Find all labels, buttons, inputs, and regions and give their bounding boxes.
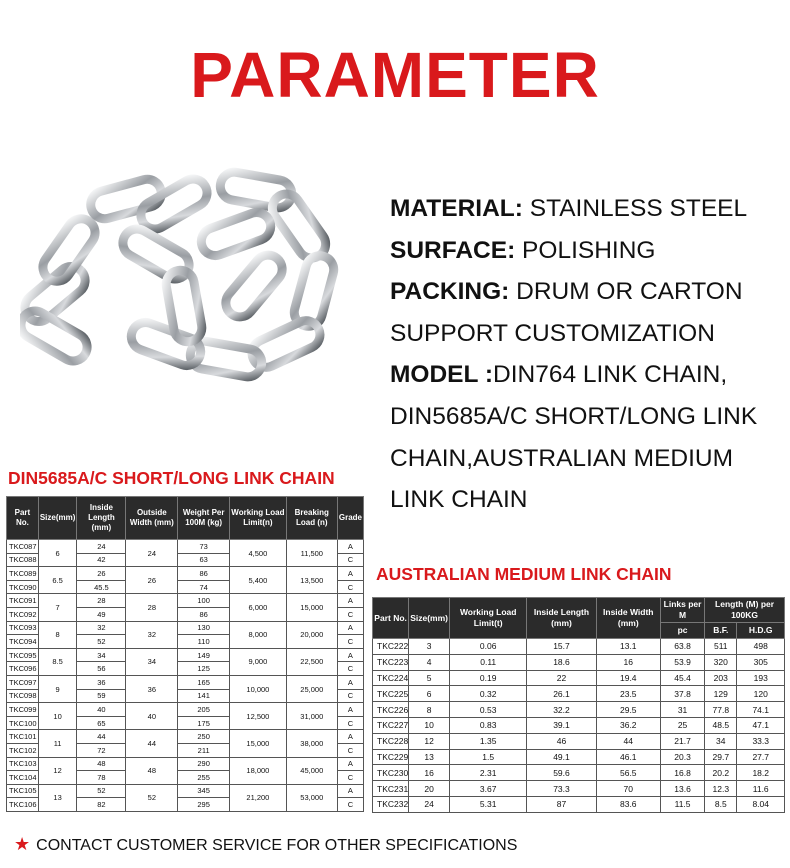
- outside-width-cell: 52: [126, 784, 178, 811]
- aus-table: [372, 597, 785, 813]
- inside-width-cell: 56.5: [596, 765, 661, 781]
- grade-cell: C: [337, 798, 363, 812]
- table-row: [373, 670, 785, 686]
- spec-list: [390, 188, 785, 521]
- size-cell: 5: [409, 670, 450, 686]
- inside-length-cell: 34: [77, 648, 126, 662]
- size-cell: 13: [38, 784, 77, 811]
- working-load-cell: 10,000: [230, 675, 287, 702]
- hdg-cell: 18.2: [737, 765, 785, 781]
- part-no-cell: TKC087: [7, 540, 39, 554]
- col-bf: B.F.: [705, 623, 737, 639]
- part-no-cell: TKC104: [7, 771, 39, 785]
- weight-cell: 125: [178, 662, 230, 676]
- grade-cell: A: [337, 621, 363, 635]
- breaking-load-cell: 11,500: [286, 540, 337, 567]
- part-no-cell: TKC093: [7, 621, 39, 635]
- grade-cell: C: [337, 662, 363, 676]
- grade-cell: C: [337, 771, 363, 785]
- links-per-m-cell: 20.3: [661, 749, 705, 765]
- working-load-cell: 2.31: [449, 765, 526, 781]
- material-line: MATERIAL: STAINLESS STEEL: [390, 195, 748, 222]
- outside-width-cell: 44: [126, 730, 178, 757]
- part-no-cell: TKC089: [7, 567, 39, 581]
- inside-width-cell: 83.6: [596, 796, 661, 812]
- inside-length-cell: 65: [77, 716, 126, 730]
- weight-cell: 255: [178, 771, 230, 785]
- inside-length-cell: 56: [77, 662, 126, 676]
- size-cell: 11: [38, 730, 77, 757]
- grade-cell: A: [337, 648, 363, 662]
- bf-cell: 320: [705, 654, 737, 670]
- size-cell: 8: [38, 621, 77, 648]
- outside-width-cell: 36: [126, 675, 178, 702]
- hdg-cell: 193: [737, 670, 785, 686]
- links-per-m-cell: 31: [661, 702, 705, 718]
- weight-cell: 86: [178, 567, 230, 581]
- part-no-cell: TKC096: [7, 662, 39, 676]
- inside-length-cell: 73.3: [527, 781, 596, 797]
- grade-cell: C: [337, 553, 363, 567]
- working-load-cell: 12,500: [230, 703, 287, 730]
- table-row: [373, 639, 785, 655]
- din-table-title: DIN5685A/C SHORT/LONG LINK CHAIN: [8, 468, 335, 488]
- working-load-cell: 21,200: [230, 784, 287, 811]
- links-per-m-cell: 53.9: [661, 654, 705, 670]
- size-cell: 10: [409, 717, 450, 733]
- model-line: MODEL :DIN764 LINK CHAIN,: [390, 361, 728, 389]
- table-row: [7, 730, 364, 744]
- aus-table-body: [373, 639, 785, 813]
- part-no-cell: TKC103: [7, 757, 39, 771]
- size-cell: 24: [409, 796, 450, 812]
- footer-text: CONTACT CUSTOMER SERVICE FOR OTHER SPECIFICATIONS: [36, 837, 518, 854]
- breaking-load-cell: 13,500: [286, 567, 337, 594]
- breaking-load-cell: 15,000: [286, 594, 337, 621]
- part-no-cell: TKC100: [7, 716, 39, 730]
- inside-length-cell: 24: [77, 540, 126, 554]
- hdg-cell: 47.1: [737, 717, 785, 733]
- bf-cell: 48.5: [705, 717, 737, 733]
- col-grade: Grade: [337, 497, 363, 540]
- breaking-load-cell: 53,000: [286, 784, 337, 811]
- bf-cell: 203: [705, 670, 737, 686]
- working-load-cell: 0.32: [449, 686, 526, 702]
- size-cell: 12: [409, 733, 450, 749]
- bf-cell: 34: [705, 733, 737, 749]
- part-no-cell: TKC228: [373, 733, 409, 749]
- inside-length-cell: 87: [527, 796, 596, 812]
- col-weight: Weight Per 100M (kg): [178, 497, 230, 540]
- outside-width-cell: 28: [126, 594, 178, 621]
- table-row: [373, 702, 785, 718]
- working-load-cell: 15,000: [230, 730, 287, 757]
- inside-length-cell: 26.1: [527, 686, 596, 702]
- footer-note: [14, 834, 517, 855]
- links-per-m-cell: 13.6: [661, 781, 705, 797]
- size-cell: 9: [38, 675, 77, 702]
- bf-cell: 129: [705, 686, 737, 702]
- table-row: [373, 654, 785, 670]
- weight-cell: 211: [178, 743, 230, 757]
- din-table-header: [7, 497, 364, 540]
- inside-length-cell: 49: [77, 607, 126, 621]
- inside-length-cell: 48: [77, 757, 126, 771]
- col-part-no: Part No.: [373, 598, 409, 639]
- size-cell: 16: [409, 765, 450, 781]
- table-row: [7, 703, 364, 717]
- weight-cell: 165: [178, 675, 230, 689]
- inside-width-cell: 70: [596, 781, 661, 797]
- table-row: [373, 686, 785, 702]
- weight-cell: 345: [178, 784, 230, 798]
- page-title: PARAMETER: [190, 39, 600, 111]
- grade-cell: C: [337, 635, 363, 649]
- breaking-load-cell: 38,000: [286, 730, 337, 757]
- inside-length-cell: 26: [77, 567, 126, 581]
- grade-cell: A: [337, 703, 363, 717]
- bf-cell: 29.7: [705, 749, 737, 765]
- working-load-cell: 0.11: [449, 654, 526, 670]
- part-no-cell: TKC232: [373, 796, 409, 812]
- weight-cell: 175: [178, 716, 230, 730]
- model-line-3: CHAIN,AUSTRALIAN MEDIUM: [390, 444, 734, 472]
- bf-cell: 511: [705, 639, 737, 655]
- working-load-cell: 3.67: [449, 781, 526, 797]
- breaking-load-cell: 20,000: [286, 621, 337, 648]
- part-no-cell: TKC097: [7, 675, 39, 689]
- inside-length-cell: 42: [77, 553, 126, 567]
- din-table-body: [7, 540, 364, 812]
- outside-width-cell: 32: [126, 621, 178, 648]
- inside-length-cell: 59.6: [527, 765, 596, 781]
- inside-length-cell: 32: [77, 621, 126, 635]
- working-load-cell: 1.5: [449, 749, 526, 765]
- working-load-cell: 0.53: [449, 702, 526, 718]
- table-row: [7, 784, 364, 798]
- inside-length-cell: 52: [77, 784, 126, 798]
- hdg-cell: 8.04: [737, 796, 785, 812]
- size-cell: 7: [38, 594, 77, 621]
- grade-cell: A: [337, 730, 363, 744]
- size-cell: 6: [409, 686, 450, 702]
- inside-length-cell: 18.6: [527, 654, 596, 670]
- part-no-cell: TKC230: [373, 765, 409, 781]
- weight-cell: 295: [178, 798, 230, 812]
- part-no-cell: TKC227: [373, 717, 409, 733]
- weight-cell: 86: [178, 607, 230, 621]
- grade-cell: C: [337, 716, 363, 730]
- part-no-cell: TKC099: [7, 703, 39, 717]
- working-load-cell: 0.19: [449, 670, 526, 686]
- col-inside-length: Inside Length (mm): [77, 497, 126, 540]
- weight-cell: 205: [178, 703, 230, 717]
- part-no-cell: TKC098: [7, 689, 39, 703]
- inside-length-cell: 22: [527, 670, 596, 686]
- working-load-cell: 4,500: [230, 540, 287, 567]
- col-working-load: Working Load Limit(n): [230, 497, 287, 540]
- weight-cell: 250: [178, 730, 230, 744]
- inside-length-cell: 78: [77, 771, 126, 785]
- inside-length-cell: 59: [77, 689, 126, 703]
- working-load-cell: 9,000: [230, 648, 287, 675]
- links-per-m-cell: 45.4: [661, 670, 705, 686]
- grade-cell: C: [337, 607, 363, 621]
- part-no-cell: TKC225: [373, 686, 409, 702]
- part-no-cell: TKC224: [373, 670, 409, 686]
- table-row: [373, 717, 785, 733]
- part-no-cell: TKC106: [7, 798, 39, 812]
- hdg-cell: 498: [737, 639, 785, 655]
- outside-width-cell: 34: [126, 648, 178, 675]
- part-no-cell: TKC101: [7, 730, 39, 744]
- inside-length-cell: 46: [527, 733, 596, 749]
- size-cell: 13: [409, 749, 450, 765]
- size-cell: 4: [409, 654, 450, 670]
- links-per-m-cell: 16.8: [661, 765, 705, 781]
- weight-cell: 73: [178, 540, 230, 554]
- bf-cell: 20.2: [705, 765, 737, 781]
- inside-width-cell: 46.1: [596, 749, 661, 765]
- grade-cell: C: [337, 689, 363, 703]
- col-hdg: H.D.G: [737, 623, 785, 639]
- size-cell: 10: [38, 703, 77, 730]
- part-no-cell: TKC231: [373, 781, 409, 797]
- table-row: [373, 781, 785, 797]
- part-no-cell: TKC088: [7, 553, 39, 567]
- outside-width-cell: 40: [126, 703, 178, 730]
- inside-length-cell: 44: [77, 730, 126, 744]
- din-table: [6, 496, 364, 812]
- size-cell: 6.5: [38, 567, 77, 594]
- star-icon: ★: [14, 834, 31, 854]
- links-per-m-cell: 63.8: [661, 639, 705, 655]
- part-no-cell: TKC095: [7, 648, 39, 662]
- working-load-cell: 0.83: [449, 717, 526, 733]
- outside-width-cell: 48: [126, 757, 178, 784]
- hdg-cell: 11.6: [737, 781, 785, 797]
- part-no-cell: TKC090: [7, 580, 39, 594]
- grade-cell: A: [337, 540, 363, 554]
- inside-width-cell: 44: [596, 733, 661, 749]
- part-no-cell: TKC102: [7, 743, 39, 757]
- size-cell: 12: [38, 757, 77, 784]
- table-row: [7, 675, 364, 689]
- size-cell: 8.5: [38, 648, 77, 675]
- inside-length-cell: 45.5: [77, 580, 126, 594]
- col-links-per-m: Links per M: [661, 598, 705, 623]
- table-row: [373, 796, 785, 812]
- working-load-cell: 5.31: [449, 796, 526, 812]
- packing-line: PACKING: DRUM OR CARTON: [390, 278, 743, 306]
- table-row: [373, 765, 785, 781]
- size-cell: 3: [409, 639, 450, 655]
- col-size: Size(mm): [409, 598, 450, 639]
- part-no-cell: TKC222: [373, 639, 409, 655]
- grade-cell: C: [337, 580, 363, 594]
- table-row: [7, 594, 364, 608]
- grade-cell: A: [337, 675, 363, 689]
- grade-cell: A: [337, 594, 363, 608]
- col-inside-length: Inside Length (mm): [527, 598, 596, 639]
- working-load-cell: 8,000: [230, 621, 287, 648]
- part-no-cell: TKC091: [7, 594, 39, 608]
- bf-cell: 8.5: [705, 796, 737, 812]
- weight-cell: 100: [178, 594, 230, 608]
- working-load-cell: 6,000: [230, 594, 287, 621]
- grade-cell: C: [337, 743, 363, 757]
- grade-cell: A: [337, 757, 363, 771]
- table-row: [7, 567, 364, 581]
- links-per-m-cell: 37.8: [661, 686, 705, 702]
- model-line-2: DIN5685A/C SHORT/LONG LINK: [390, 402, 758, 430]
- model-line-4: LINK CHAIN: [390, 486, 528, 514]
- breaking-load-cell: 25,000: [286, 675, 337, 702]
- inside-length-cell: 36: [77, 675, 126, 689]
- col-inside-width: Inside Width (mm): [596, 598, 661, 639]
- inside-length-cell: 15.7: [527, 639, 596, 655]
- bf-cell: 12.3: [705, 781, 737, 797]
- inside-length-cell: 72: [77, 743, 126, 757]
- col-working-load: Working Load Limit(t): [449, 598, 526, 639]
- working-load-cell: 5,400: [230, 567, 287, 594]
- part-no-cell: TKC105: [7, 784, 39, 798]
- grade-cell: A: [337, 567, 363, 581]
- part-no-cell: TKC223: [373, 654, 409, 670]
- part-no-cell: TKC094: [7, 635, 39, 649]
- links-per-m-cell: 25: [661, 717, 705, 733]
- weight-cell: 141: [178, 689, 230, 703]
- hdg-cell: 33.3: [737, 733, 785, 749]
- outside-width-cell: 26: [126, 567, 178, 594]
- col-part-no: Part No.: [7, 497, 39, 540]
- inside-length-cell: 40: [77, 703, 126, 717]
- inside-length-cell: 28: [77, 594, 126, 608]
- size-cell: 8: [409, 702, 450, 718]
- part-no-cell: TKC226: [373, 702, 409, 718]
- inside-length-cell: 52: [77, 635, 126, 649]
- table-row: [7, 648, 364, 662]
- weight-cell: 63: [178, 553, 230, 567]
- inside-width-cell: 36.2: [596, 717, 661, 733]
- working-load-cell: 1.35: [449, 733, 526, 749]
- col-size: Size(mm): [38, 497, 77, 540]
- table-row: [7, 540, 364, 554]
- col-length-per-100kg: Length (M) per 100KG: [705, 598, 785, 623]
- inside-length-cell: 39.1: [527, 717, 596, 733]
- table-row: [7, 757, 364, 771]
- inside-width-cell: 19.4: [596, 670, 661, 686]
- hdg-cell: 27.7: [737, 749, 785, 765]
- weight-cell: 149: [178, 648, 230, 662]
- bf-cell: 77.8: [705, 702, 737, 718]
- size-cell: 6: [38, 540, 77, 567]
- inside-length-cell: 32.2: [527, 702, 596, 718]
- support-line: SUPPORT CUSTOMIZATION: [390, 319, 715, 347]
- weight-cell: 290: [178, 757, 230, 771]
- inside-width-cell: 16: [596, 654, 661, 670]
- outside-width-cell: 24: [126, 540, 178, 567]
- surface-line: SURFACE: POLISHING: [390, 236, 656, 264]
- part-no-cell: TKC092: [7, 607, 39, 621]
- weight-cell: 130: [178, 621, 230, 635]
- table-row: [373, 733, 785, 749]
- links-per-m-cell: 11.5: [661, 796, 705, 812]
- working-load-cell: 18,000: [230, 757, 287, 784]
- grade-cell: A: [337, 784, 363, 798]
- inside-width-cell: 29.5: [596, 702, 661, 718]
- links-per-m-cell: 21.7: [661, 733, 705, 749]
- chain-image: [20, 160, 380, 400]
- inside-length-cell: 82: [77, 798, 126, 812]
- aus-table-header: [373, 598, 785, 623]
- weight-cell: 74: [178, 580, 230, 594]
- col-outside-width: Outside Width (mm): [126, 497, 178, 540]
- col-pc: pc: [661, 623, 705, 639]
- breaking-load-cell: 31,000: [286, 703, 337, 730]
- hdg-cell: 305: [737, 654, 785, 670]
- breaking-load-cell: 22,500: [286, 648, 337, 675]
- weight-cell: 110: [178, 635, 230, 649]
- col-breaking-load: Breaking Load (n): [286, 497, 337, 540]
- inside-width-cell: 23.5: [596, 686, 661, 702]
- hdg-cell: 74.1: [737, 702, 785, 718]
- breaking-load-cell: 45,000: [286, 757, 337, 784]
- working-load-cell: 0.06: [449, 639, 526, 655]
- hdg-cell: 120: [737, 686, 785, 702]
- part-no-cell: TKC229: [373, 749, 409, 765]
- aus-table-title: AUSTRALIAN MEDIUM LINK CHAIN: [376, 564, 672, 584]
- inside-length-cell: 49.1: [527, 749, 596, 765]
- table-row: [373, 749, 785, 765]
- inside-width-cell: 13.1: [596, 639, 661, 655]
- size-cell: 20: [409, 781, 450, 797]
- table-row: [7, 621, 364, 635]
